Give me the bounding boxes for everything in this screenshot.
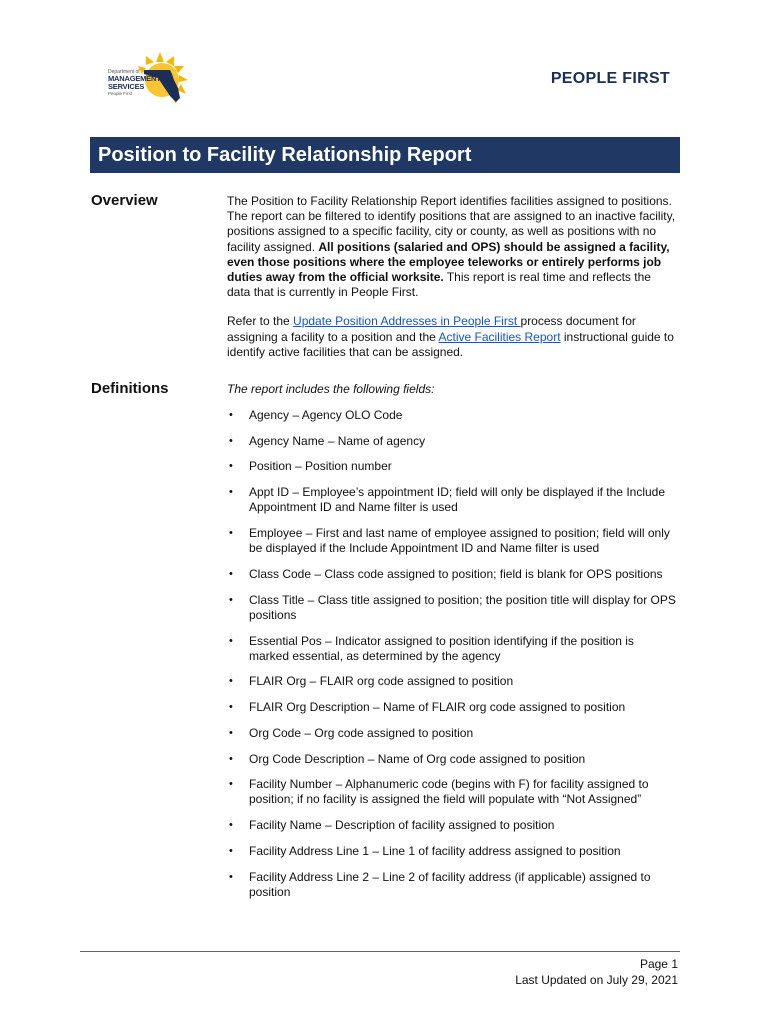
fields-list [227,408,677,910]
bullet-icon: • [229,409,233,421]
overview-paragraph-2 [227,314,677,360]
bullet-icon: • [229,593,233,606]
list-item [227,526,677,556]
logo-line3: SERVICES [108,81,145,91]
list-item [227,634,677,664]
update-position-addresses-link[interactable]: Update Position Addresses in People First [293,314,521,329]
bullet-icon: • [229,726,233,739]
overview-paragraph-1 [227,194,677,300]
bullet-icon: • [229,752,233,765]
list-item-text: Facility Number – Alphanumeric code (begins with F) for facility assigned to position; if no facility is assigned the field will populate with “Not Assigned” [249,777,649,807]
list-item-text: Class Code – Class code assigned to position; field is blank for OPS positions [249,566,663,581]
list-item [227,593,677,623]
list-item [227,844,677,859]
list-item [227,567,677,582]
bullet-icon: • [229,460,233,473]
logo-tagline: People First [108,91,133,96]
bullet-icon: • [229,819,233,832]
list-item [227,674,677,689]
list-item-text: Org Code – Org code assigned to position [249,725,474,740]
logo-line1: Department of [108,69,140,75]
footer [515,956,678,988]
list-item-text: Agency Name – Name of agency [249,433,426,448]
bullet-icon: • [229,701,233,714]
logo-line2: MANAGEMENT [108,74,161,83]
brand-title: PEOPLE FIRST [550,70,670,87]
list-item [227,870,677,900]
definitions-intro: The report includes the following fields: [227,382,435,396]
list-item [227,700,677,715]
overview-text-end: This report is real time and reflects the data that is currently in People First. [227,270,651,300]
bullet-icon: • [229,434,233,447]
refer-text: Refer to the [227,314,294,329]
last-updated: Last Updated on July 29, 2021 [515,973,678,987]
overview-body [227,194,677,374]
bullet-icon: • [229,567,233,580]
bullet-icon: • [229,486,233,499]
overview-bold-text: All positions (salaried and OPS) should be assigned a facility, even those positions where the employee teleworks or entirely performs job duties away from the official worksite. [227,239,670,285]
bullet-icon: • [229,675,233,688]
list-item-text: Essential Pos – Indicator assigned to position identifying if the position is marked essential, as determined by the agency [249,633,634,663]
list-item-text: Facility Address Line 2 – Line 2 of facility address (if applicable) assigned to position [249,869,651,899]
list-item [227,434,677,449]
list-item-text: Class Title – Class title assigned to position; the position title will display for OPS positions [249,592,676,622]
refer-text-mid: process document for assigning a facility to a position and the [227,314,636,344]
list-item [227,408,677,423]
overview-text: The Position to Facility Relationship Report identifies facilities assigned to positions. The report can be filtered to identify positions that are assigned to an inactive facility, positions assigned to a specific facility, city or county, as well as positions with no facility assigned. [227,194,676,254]
bullet-icon: • [229,634,233,647]
list-item-text: Org Code Description – Name of Org code assigned to position [249,751,586,766]
list-item [227,485,677,515]
list-item-text: Employee – First and last name of employee assigned to position; field will only be displayed if the Include Appointment ID and Name filter is used [249,526,670,556]
page-number: Page 1 [639,957,678,971]
bullet-icon: • [229,778,233,791]
list-item-text: Appt ID – Employee’s appointment ID; field will only be displayed if the Include Appointment ID and Name filter is used [249,485,666,515]
overview-heading: Overview [91,192,158,209]
page-title: Position to Facility Relationship Report [90,137,680,173]
bullet-icon: • [229,527,233,540]
list-item [227,459,677,474]
definitions-heading: Definitions [91,380,169,397]
list-item-text: FLAIR Org Description – Name of FLAIR org code assigned to position [249,700,626,715]
active-facilities-report-link[interactable]: Active Facilities Report [438,329,561,344]
bullet-icon: • [229,844,233,857]
list-item-text: Agency – Agency OLO Code [249,408,403,422]
list-item-text: Position – Position number [249,459,392,474]
bullet-icon: • [229,870,233,883]
footer-divider [80,951,680,952]
list-item-text: FLAIR Org – FLAIR org code assigned to position [249,674,514,689]
list-item [227,777,677,807]
list-item [227,818,677,833]
list-item-text: Facility Name – Description of facility assigned to position [249,818,555,833]
list-item [227,752,677,767]
list-item [227,726,677,741]
list-item-text: Facility Address Line 1 – Line 1 of facility address assigned to position [249,843,621,858]
dms-logo [100,50,192,112]
refer-text-end: instructional guide to identify active facilities that can be assigned. [227,329,674,359]
